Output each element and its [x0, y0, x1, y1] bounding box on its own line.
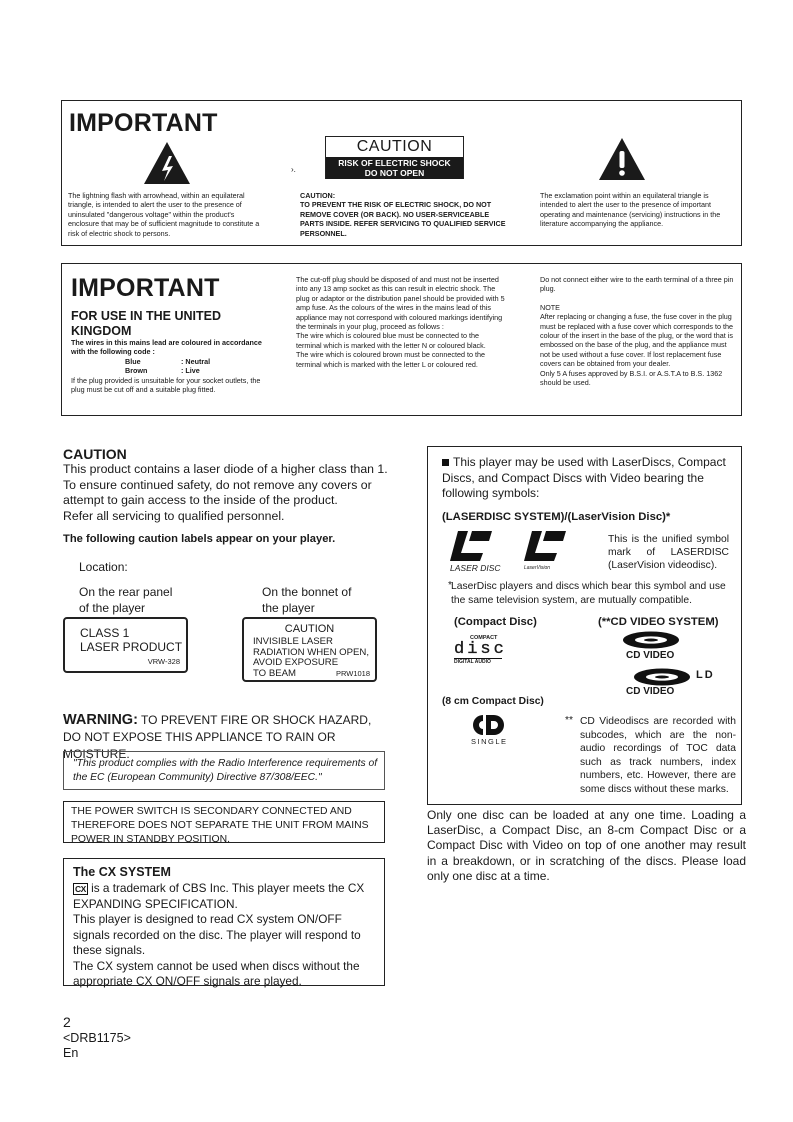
- caution-label-sub1: RISK OF ELECTRIC SHOCK: [338, 158, 451, 168]
- earth-text: Do not connect either wire to the earth terminal of a three pin plug.: [540, 275, 734, 294]
- disc-intro-text: This player may be used with LaserDiscs, Compact Discs, and Compact Discs with Video bearing the following symbols:: [442, 455, 726, 500]
- bullet-square-icon: [442, 459, 449, 466]
- small-mark-icon: ›.: [291, 165, 296, 174]
- lightning-description: The lightning flash with arrowhead, within an equilateral triangle, is intended to alert the user to the presence of uninsulated "dangerous voltage" within the product's enclosure that may be of sufficient magnitude to constitute a risk of electric shock to persons.: [68, 191, 260, 238]
- label2-line-4: TO BEAM: [253, 667, 297, 679]
- label2-title: CAUTION: [284, 623, 335, 635]
- rear-panel-caption: [79, 585, 172, 616]
- laserdisc-note: LaserDisc players and discs which bear this symbol and use the same television system, are mutually compatible.: [451, 581, 726, 606]
- blue-label: Blue: [125, 356, 141, 366]
- cd-video-label-2: CD VIDEO: [626, 686, 675, 697]
- disc-word: disc: [454, 640, 507, 659]
- bonnet-line-2: the player: [262, 600, 315, 615]
- cx-system-box: [63, 858, 385, 986]
- laser-caution-label: [242, 617, 377, 682]
- cd-single-logo-icon: [472, 714, 506, 736]
- uk-heading: FOR USE IN THE UNITED KINGDOM: [71, 309, 222, 338]
- cd-video-label: CD VIDEO: [626, 650, 675, 661]
- cx-logo-icon: CX: [75, 884, 86, 894]
- cdv-note: CD Videodiscs are recorded with subcodes, which are the non-audio recordings of TOC data such as track numbers, index numbers, etc. However, there are some discs without these marks.: [580, 716, 736, 795]
- bonnet-caption: [262, 585, 351, 616]
- fuse-text: Only 5 A fuses approved by B.S.I. or A.S.T.A to B.S. 1362 should be used.: [540, 368, 723, 388]
- cd-video-disc-icon: [623, 631, 681, 649]
- note-text: After replacing or changing a fuse, the fuse cover in the plug must be replaced with a fuse cover which corresponds to the colour of the insert in the base of the plug, or the word that is embossed on the base of the plug, and the appliance must not be used without a fuse cover. If lost replacement fuse covers can be obtained from your dealer.: [540, 312, 733, 369]
- laserdisc-note-mark: *: [448, 580, 453, 591]
- laserdisc-logo-icon: [450, 529, 500, 563]
- disc-symbols-box: [427, 446, 742, 805]
- cx-text-block: [73, 881, 378, 990]
- rear-line-1: On the rear panel: [79, 585, 173, 599]
- warning-heading: WARNING:: [63, 712, 138, 728]
- laservision-logo-caption: LaserVision: [524, 565, 551, 571]
- label2-line-3: AVOID EXPOSURE: [253, 657, 339, 668]
- cd-video-heading: (**CD VIDEO SYSTEM): [598, 616, 719, 628]
- cd-video-ld-disc-icon: [634, 668, 694, 686]
- page-footer: [63, 1015, 131, 1062]
- ec-compliance-text: "This product complies with the Radio Interference requirements of the EC (European Community) Directive 87/308/EEC.": [73, 758, 378, 783]
- rear-line-2: of the player: [79, 600, 146, 615]
- laser-caution-body: This product contains a laser diode of a higher class than 1. To ensure continued safety, do not remove any covers or attempt to gain access to the inside of the product.: [63, 462, 388, 507]
- power-switch-text: THE POWER SWITCH IS SECONDARY CONNECTED AND THEREFORE DOES NOT SEPARATE THE UNIT FROM MAINS POWER IN STANDBY POSITION.: [71, 806, 369, 845]
- laser-caution-refer: Refer all servicing to qualified personnel.: [63, 508, 285, 523]
- important-heading-1: IMPORTANT: [69, 109, 218, 137]
- ec-compliance-box: [63, 751, 385, 790]
- cutoff-plug-column: [296, 275, 506, 369]
- label2-line-2: RADIATION WHEN OPEN,: [253, 646, 370, 658]
- compact-disc-heading: (Compact Disc): [454, 616, 537, 628]
- wires-heading: The wires in this mains lead are coloured in accordance with the following code :: [71, 338, 262, 357]
- brown-wire-text: The wire which is coloured brown must be connected to the terminal which is marked with the letter L or coloured red.: [296, 350, 485, 369]
- caution-label-title: CAUTION: [356, 138, 433, 155]
- class1-line-1: CLASS 1: [80, 626, 130, 640]
- cdv-note-mark: **: [565, 715, 574, 726]
- compact-label: COMPACT: [470, 635, 498, 641]
- bonnet-line-1: On the bonnet of: [262, 585, 352, 599]
- blue-value: : Neutral: [181, 356, 211, 366]
- caution-text-head: CAUTION:: [300, 191, 336, 200]
- cx-heading: The CX SYSTEM: [73, 865, 171, 879]
- important-box-2: [61, 263, 742, 416]
- ld-small-label: LD: [696, 669, 715, 681]
- class1-code: VRW-328: [147, 657, 180, 666]
- doc-code: <DRB1175>: [63, 1030, 131, 1045]
- caution-shock-label: [325, 136, 464, 179]
- disc-intro: [442, 455, 734, 502]
- digital-audio-label: DIGITAL AUDIO: [454, 659, 491, 665]
- note-heading: NOTE: [540, 302, 560, 312]
- location-label: Location:: [79, 560, 128, 574]
- caution-label-sub2: DO NOT OPEN: [364, 168, 425, 178]
- laser-caution-text: [63, 462, 388, 524]
- exclamation-warning-icon: [598, 137, 646, 181]
- laserdisc-heading: (LASERDISC SYSTEM)/(LaserVision Disc)*: [442, 511, 671, 523]
- brown-label: Brown: [125, 366, 148, 376]
- important-box-1: [61, 100, 742, 246]
- power-switch-box: [63, 801, 385, 843]
- blue-wire-text: The wire which is coloured blue must be connected to the terminal which is marked with the letter N or coloured black.: [296, 331, 486, 350]
- caution-text-body: TO PREVENT THE RISK OF ELECTRIC SHOCK, DO NOT REMOVE COVER (OR BACK). NO USER-SERVICEABLE PARTS INSIDE. REFER SERVICING TO QUALIFIED SERVICE PERSONNEL.: [300, 200, 506, 238]
- laserdisc-logo-caption: LASER DISC: [450, 563, 501, 573]
- compact-disc-logo-icon: [454, 635, 507, 667]
- one-disc-text: Only one disc can be loaded at any one time. Loading a LaserDisc, a Compact Disc, an 8-cm Compact Disc or a Compact Disc with Video on top of one another may result in a breakdown, or in scratching of the discs. Please load only one disc at a time.: [427, 808, 746, 883]
- cx-design-text: This player is designed to read CX system ON/OFF signals recorded on the disc. The player will respond to these signals.: [73, 912, 361, 957]
- laser-caution-heading: CAUTION: [63, 446, 127, 462]
- plug-text: If the plug provided is unsuitable for your socket outlets, the plug must be cut off and a suitable plug fitted.: [71, 375, 261, 395]
- label2-code: PRW1018: [335, 669, 370, 678]
- cutoff-text: The cut-off plug should be disposed of and must not be inserted into any 13 amp socket as this can result in electric shock. The plug or adaptor or the distribution panel should be provided with 5 amp fuse. As the colours of the wires in the mains lead of this appliance may not correspond with coloured markings identifying the terminals in your plug, proceed as follows :: [296, 275, 505, 332]
- caution-labels-heading: The following caution labels appear on your player.: [63, 533, 336, 545]
- important-heading-2: IMPORTANT: [71, 274, 220, 302]
- uk-wires-block: [71, 338, 267, 394]
- note-column: [540, 275, 738, 387]
- 8cm-cd-heading: (8 cm Compact Disc): [442, 696, 544, 707]
- class1-label: [63, 617, 188, 673]
- single-label: SINGLE: [471, 737, 508, 746]
- warning-text: TO PREVENT FIRE OR SHOCK HAZARD, DO NOT EXPOSE THIS APPLIANCE TO RAIN OR MOISTURE.: [63, 713, 372, 761]
- page-number: 2: [63, 1014, 71, 1030]
- caution-text-block: [300, 191, 506, 238]
- exclamation-description: The exclamation point within an equilateral triangle is intended to alert the user to the presence of important operating and maintenance (servicing) instructions in the literature accompanying the appliance.: [540, 191, 721, 229]
- brown-value: : Live: [181, 366, 200, 376]
- language-code: En: [63, 1046, 79, 1060]
- class1-line-2: LASER PRODUCT: [80, 640, 183, 654]
- lightning-warning-icon: [143, 141, 191, 185]
- laserdisc-description: This is the unified symbol mark of LASERDISC (LaserVision videodisc).: [608, 534, 729, 571]
- cx-trademark-text: is a trademark of CBS Inc. This player meets the CX EXPANDING SPECIFICATION.: [73, 881, 365, 911]
- laservision-logo-icon: [524, 529, 574, 563]
- label2-line-1: INVISIBLE LASER: [253, 636, 333, 647]
- cx-cannot-text: The CX system cannot be used when discs without the appropriate CX ON/OFF signals are played.: [73, 958, 360, 988]
